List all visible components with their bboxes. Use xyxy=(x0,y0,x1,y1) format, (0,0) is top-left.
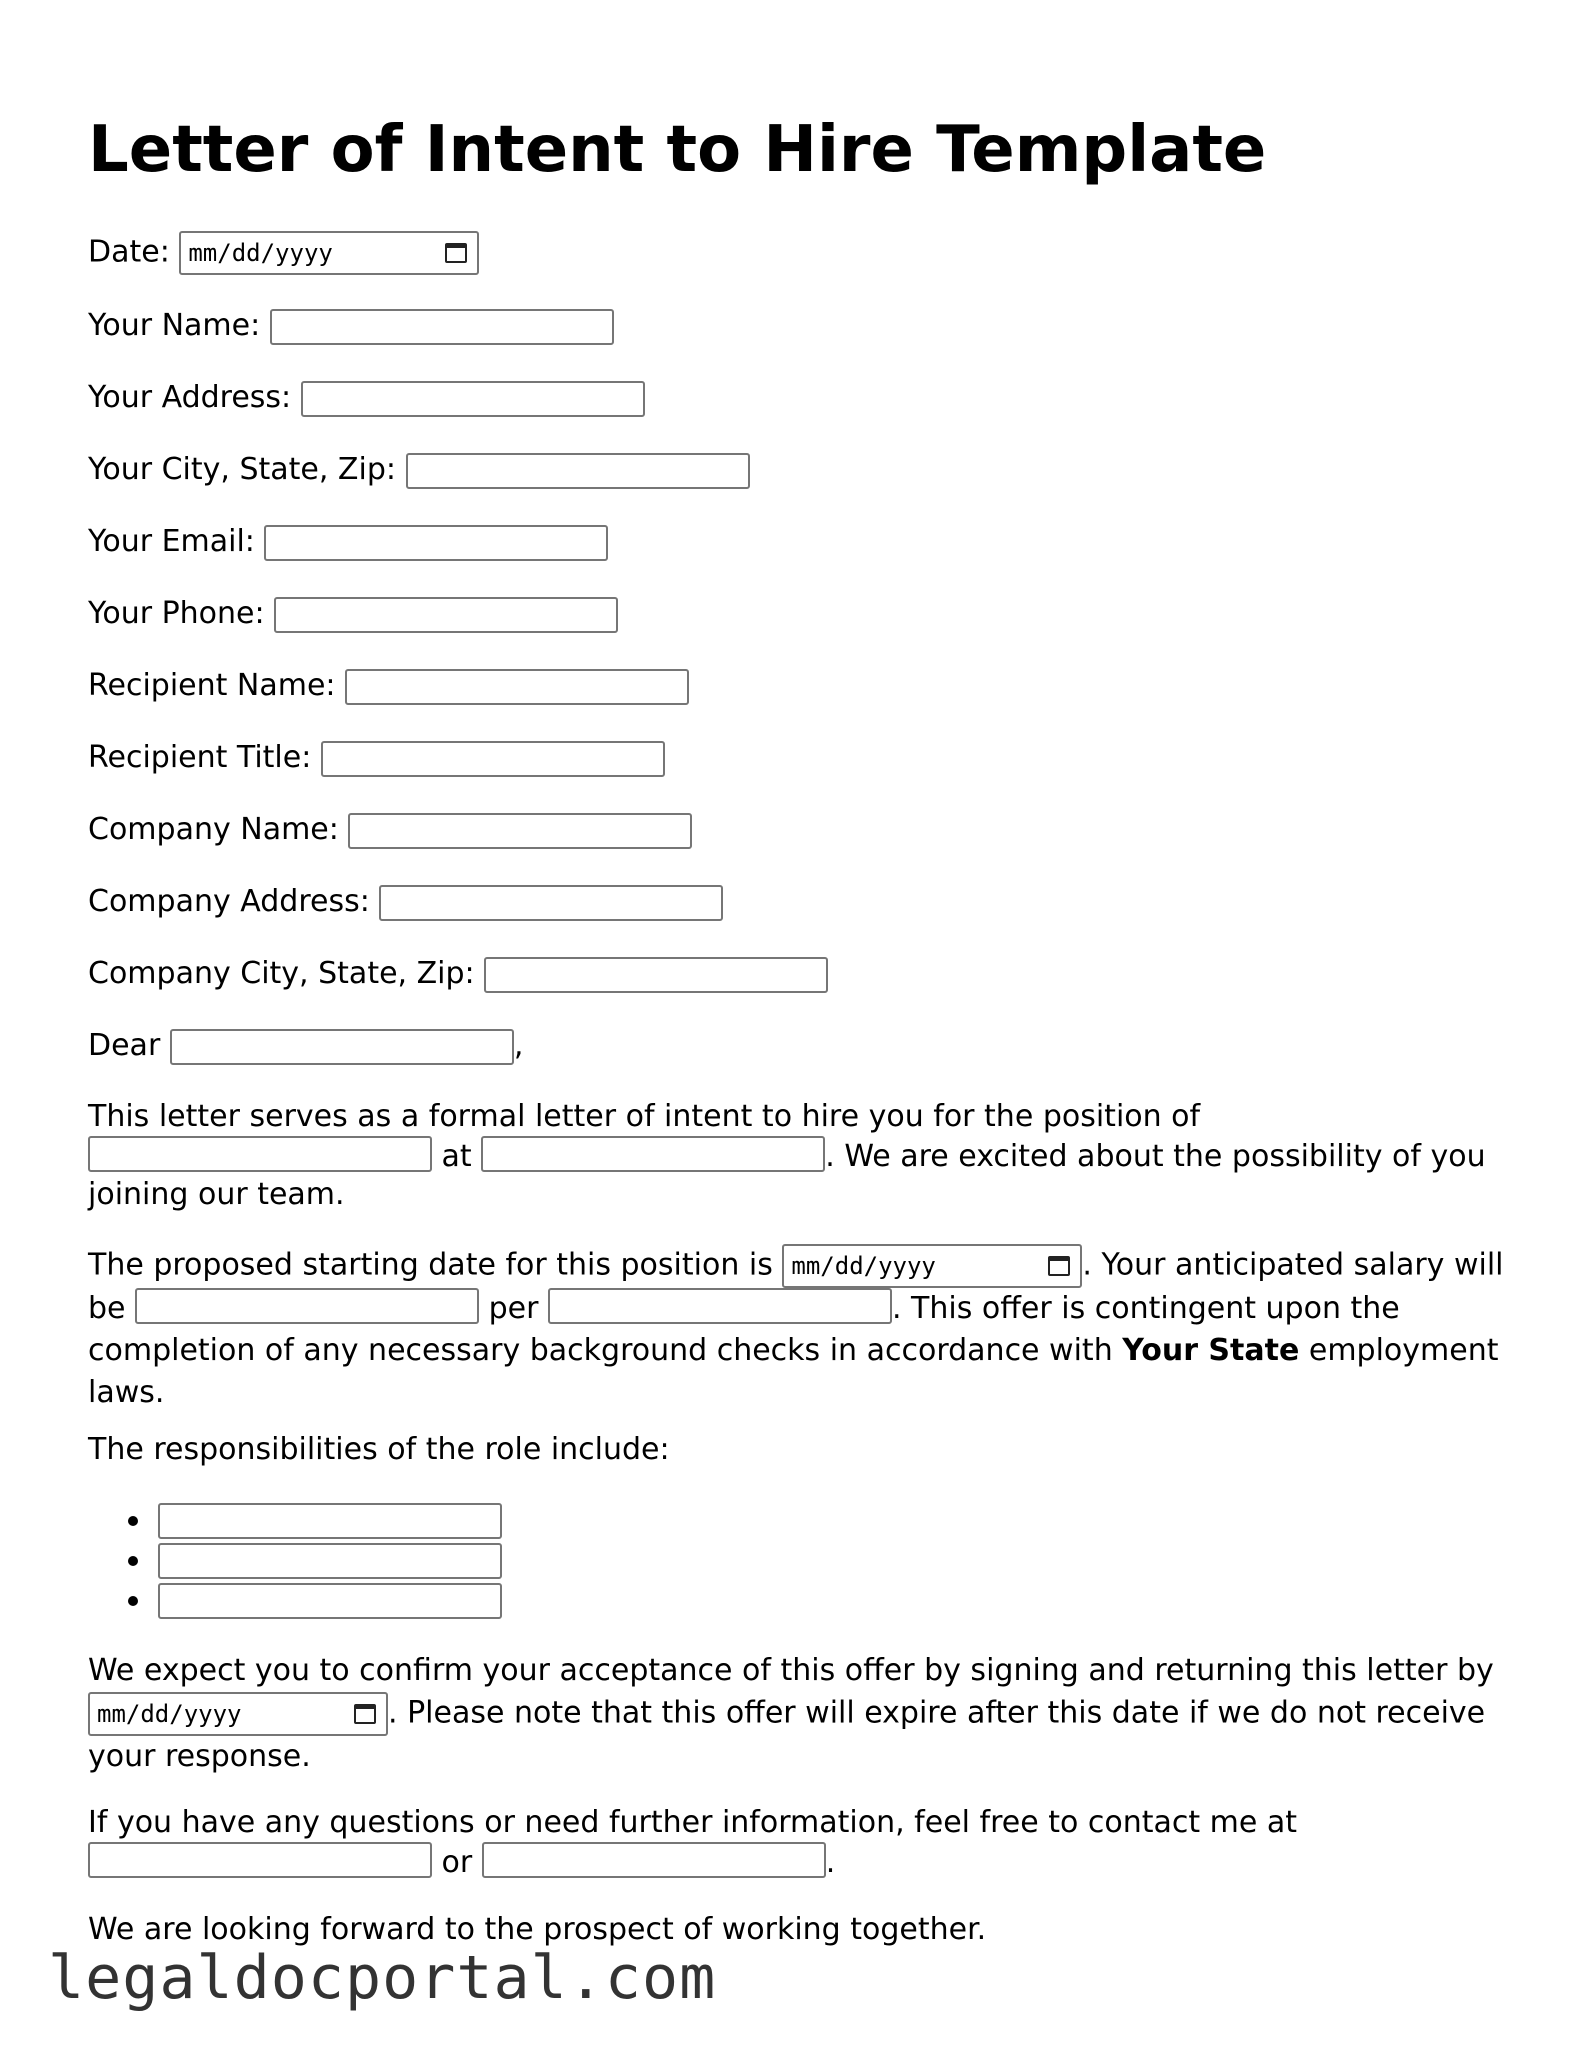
calendar-icon[interactable] xyxy=(445,243,467,263)
date-row xyxy=(88,231,479,275)
salary-paragraph xyxy=(88,1244,1508,1414)
company-name-label: Company Name: xyxy=(88,812,339,847)
recipient-title-label: Recipient Title: xyxy=(88,740,312,775)
or-text: or xyxy=(441,1845,473,1880)
recipient-name-row xyxy=(88,668,689,705)
date-label: Date: xyxy=(88,234,170,270)
contingent-text: . This offer is contingent upon the completion of any necessary background checks in accordance with xyxy=(88,1291,1400,1368)
salary-text: . Your anticipated salary will be xyxy=(88,1247,1504,1326)
your-email-label: Your Email: xyxy=(88,524,255,559)
contact-text: If you have any questions or need further information, feel free to contact me at xyxy=(88,1805,1298,1840)
responsibility-input-2[interactable] xyxy=(158,1543,502,1579)
responsibilities-intro: The responsibilities of the role include: xyxy=(88,1432,670,1467)
calendar-icon[interactable] xyxy=(1048,1256,1070,1276)
responsibility-item xyxy=(128,1502,502,1539)
your-name-row xyxy=(88,308,614,345)
date-placeholder: mm/dd/yyyy xyxy=(188,239,333,267)
contact-email-input[interactable] xyxy=(88,1842,432,1878)
acceptance-text: We expect you to confirm your acceptance of this offer by signing and returning this letter by xyxy=(88,1653,1494,1688)
your-email-row xyxy=(88,524,608,561)
acceptance-paragraph xyxy=(88,1650,1508,1778)
your-address-label: Your Address: xyxy=(88,380,292,415)
page-title: Letter of Intent to Hire Template xyxy=(88,113,1267,187)
closing-text: We are looking forward to the prospect of working together. xyxy=(88,1912,987,1947)
salutation-row xyxy=(88,1028,523,1065)
per-text: per xyxy=(488,1291,539,1326)
recipient-name-input[interactable] xyxy=(345,669,689,705)
contact-paragraph xyxy=(88,1804,1508,1882)
salutation-comma: , xyxy=(513,1028,524,1063)
your-phone-label: Your Phone: xyxy=(88,596,265,631)
your-city-label: Your City, State, Zip: xyxy=(88,452,396,487)
responsibility-input-1[interactable] xyxy=(158,1503,502,1539)
your-city-input[interactable] xyxy=(406,453,750,489)
your-email-input[interactable] xyxy=(264,525,608,561)
intent-text-end: . We are excited about the possibility of you joining our team. xyxy=(88,1139,1486,1212)
company-name-row xyxy=(88,812,692,849)
date-input[interactable] xyxy=(179,231,479,275)
your-phone-input[interactable] xyxy=(274,597,618,633)
your-phone-row xyxy=(88,596,618,633)
recipient-title-row xyxy=(88,740,665,777)
your-city-row xyxy=(88,452,750,489)
contact-phone-input[interactable] xyxy=(482,1842,826,1878)
your-address-row xyxy=(88,380,645,417)
start-date-input[interactable] xyxy=(782,1244,1082,1288)
at-text: at xyxy=(441,1139,472,1174)
salutation-input[interactable] xyxy=(170,1029,514,1065)
intent-paragraph xyxy=(88,1098,1508,1214)
calendar-icon[interactable] xyxy=(354,1704,376,1724)
company-city-row xyxy=(88,956,828,993)
responsibility-item xyxy=(128,1582,502,1619)
bullet-dot xyxy=(128,1596,138,1606)
acceptance-date-placeholder: mm/dd/yyyy xyxy=(97,1700,242,1728)
company-city-input[interactable] xyxy=(484,957,828,993)
salary-period-input[interactable] xyxy=(548,1288,892,1324)
responsibility-input-3[interactable] xyxy=(158,1583,502,1619)
acceptance-date-input[interactable] xyxy=(88,1692,388,1736)
recipient-name-label: Recipient Name: xyxy=(88,668,336,703)
bullet-dot xyxy=(128,1516,138,1526)
start-date-placeholder: mm/dd/yyyy xyxy=(791,1252,936,1280)
intent-text: This letter serves as a formal letter of intent to hire you for the position of xyxy=(88,1099,1201,1134)
your-name-label: Your Name: xyxy=(88,308,261,343)
company-address-label: Company Address: xyxy=(88,884,370,919)
company-input[interactable] xyxy=(481,1136,825,1172)
your-address-input[interactable] xyxy=(301,381,645,417)
watermark: legaldocportal.com xyxy=(48,1943,717,2013)
contact-period: . xyxy=(825,1845,836,1880)
recipient-title-input[interactable] xyxy=(321,741,665,777)
expiry-text: . Please note that this offer will expire after this date if we do not receive your response. xyxy=(88,1695,1486,1774)
position-input[interactable] xyxy=(88,1136,432,1172)
dear-label: Dear xyxy=(88,1028,161,1063)
company-address-input[interactable] xyxy=(379,885,723,921)
your-name-input[interactable] xyxy=(270,309,614,345)
laws-text: employment laws. xyxy=(88,1333,1499,1410)
start-date-text: The proposed starting date for this position is xyxy=(88,1247,773,1283)
state-text: Your State xyxy=(1122,1333,1300,1368)
company-address-row xyxy=(88,884,723,921)
company-name-input[interactable] xyxy=(348,813,692,849)
salary-input[interactable] xyxy=(135,1288,479,1324)
bullet-dot xyxy=(128,1556,138,1566)
responsibility-item xyxy=(128,1542,502,1579)
company-city-label: Company City, State, Zip: xyxy=(88,956,475,991)
